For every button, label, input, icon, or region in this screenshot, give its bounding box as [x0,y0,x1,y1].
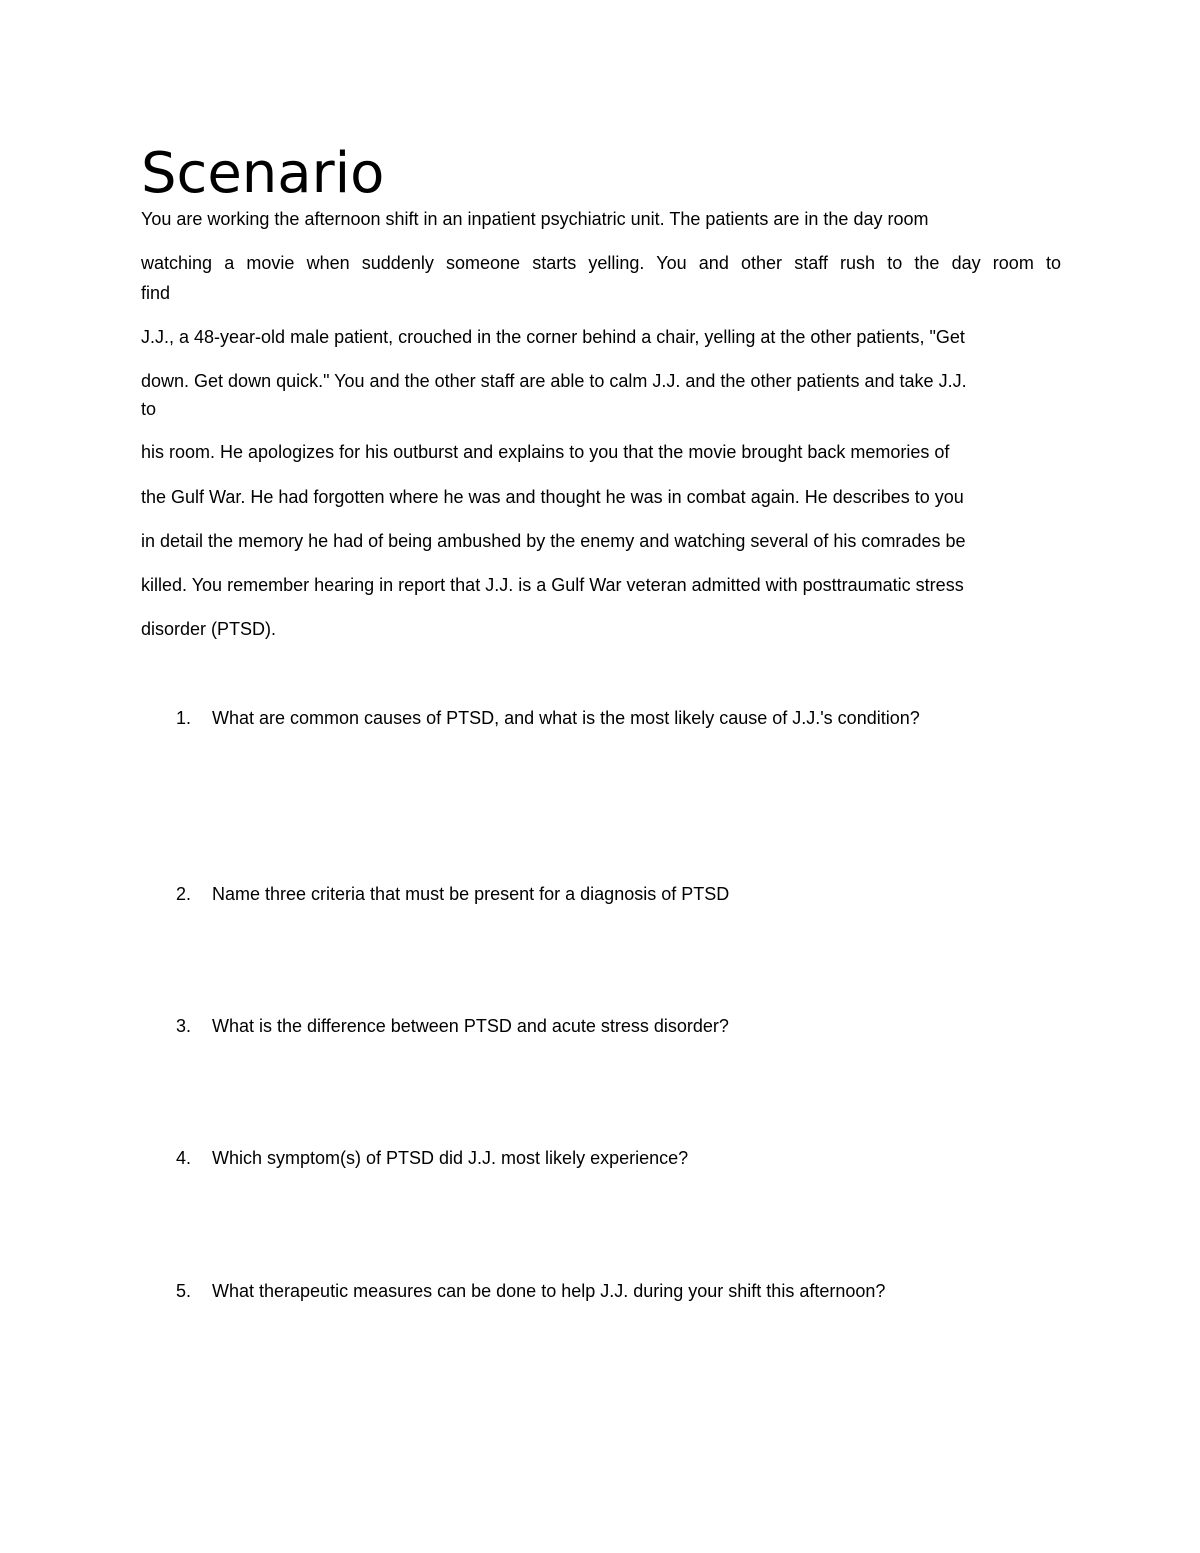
paragraph-line: in detail the memory he had of being ambushed by the enemy and watching several of his comrades be [141,531,966,551]
question-number: 1. [176,708,192,728]
question-text: Which symptom(s) of PTSD did J.J. most likely experience? [212,1148,689,1168]
question-number: 2. [176,884,192,904]
paragraph-line: J.J., a 48-year-old male patient, crouched in the corner behind a chair, yelling at the other patients, "Get [141,327,965,347]
paragraph-line: his room. He apologizes for his outburst and explains to you that the movie brought back memories of [141,442,950,462]
question-number: 5. [176,1281,192,1301]
question-text: What therapeutic measures can be done to help J.J. during your shift this afternoon? [212,1281,886,1301]
question-number: 3. [176,1016,192,1036]
paragraph-line: down. Get down quick." You and the other staff are able to calm J.J. and the other patients and take J.J. [141,371,967,391]
paragraph-line: watching a movie when suddenly someone starts yelling. You and other staff rush to the day room to [141,253,1061,273]
question-text: What is the difference between PTSD and acute stress disorder? [212,1016,729,1036]
page-title: Scenario [141,141,385,206]
paragraph-line: disorder (PTSD). [141,619,277,639]
paragraph-line: the Gulf War. He had forgotten where he was and thought he was in combat again. He describes to you [141,487,964,507]
paragraph-line: You are working the afternoon shift in an inpatient psychiatric unit. The patients are in the day room [141,209,929,229]
paragraph-line: find [141,283,171,303]
question-number: 4. [176,1148,192,1168]
paragraph-line: to [141,399,157,419]
question-text: Name three criteria that must be present for a diagnosis of PTSD [212,884,730,904]
paragraph-line: killed. You remember hearing in report that J.J. is a Gulf War veteran admitted with posttraumatic stress [141,575,964,595]
question-text: What are common causes of PTSD, and what is the most likely cause of J.J.'s condition? [212,708,920,728]
